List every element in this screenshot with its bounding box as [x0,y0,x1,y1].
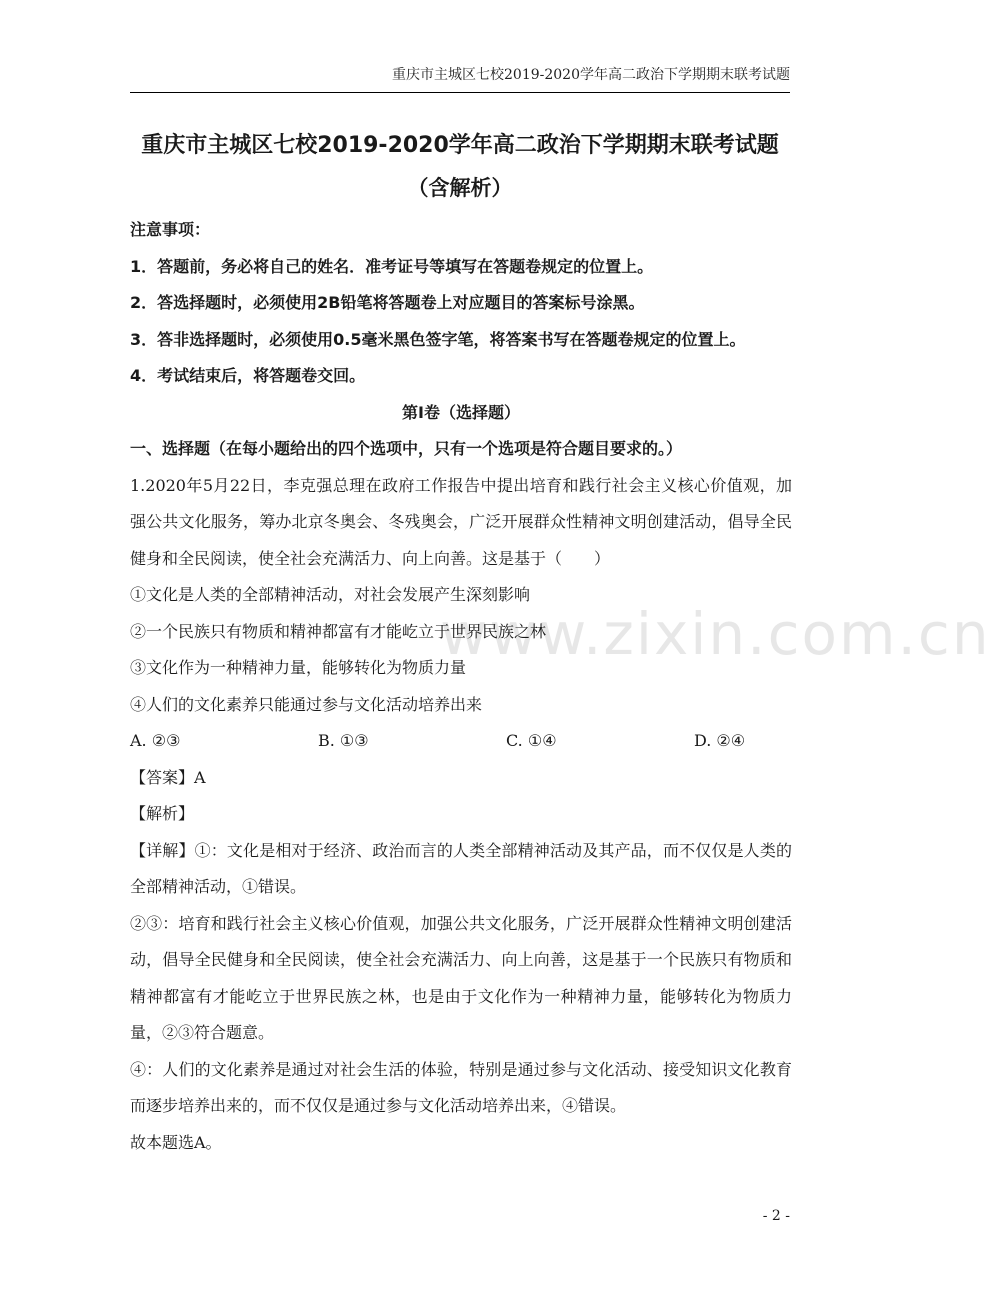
option-a: A. ②③ [130,731,181,750]
statement: ④人们的文化素养只能通过参与文化活动培养出来 [130,694,483,714]
explanation-paragraph: ④：人们的文化素养是通过对社会生活的体验，特别是通过参与文化活动、接受知识文化教育而逐步培养出来的，而不仅仅是通过参与文化活动培养出来，④错误。 [130,1059,792,1115]
analysis-label: 【解析】 [130,804,195,823]
header-rule [130,92,790,93]
answer-options [130,723,792,760]
running-header: 重庆市主城区七校2019-2020学年高二政治下学期期末联考试题 [392,67,790,83]
option-c: C. ①④ [506,731,557,750]
statement: ①文化是人类的全部精神活动，对社会发展产生深刻影响 [130,585,531,604]
notice-item: 3．答非选择题时，必须使用0.5毫米黑色签字笔，将答案书写在答题卷规定的位置上。 [130,329,746,349]
notice-item: 1．答题前，务必将自己的姓名．准考证号等填写在答题卷规定的位置上。 [130,256,654,276]
explanation-paragraph: ②③：培育和践行社会主义核心价值观，加强公共文化服务，广泛开展群众性精神文明创建活动，倡导全民健身和全民阅读，使全社会充满活力、向上向善，这是基于一个民族只有物质和精神都富有才能屹立于世界民族之林，也是由于文化作为一种精神力量，能够转化为物质力量，②③符合题意。 [130,913,792,1042]
watermark: www.zixin.com.cn [440,600,991,668]
question-stem: 1.2020年5月22日，李克强总理在政府工作报告中提出培育和践行社会主义核心价值观，加强公共文化服务，筹办北京冬奥会、冬残奥会，广泛开展群众性精神文明创建活动，倡导全民健身和全民阅读，使全社会充满活力、向上向善。这是基于（ ） [130,475,792,568]
statement: ②一个民族只有物质和精神都富有才能屹立于世界民族之林 [130,621,547,641]
statement: ③文化作为一种精神力量，能够转化为物质力量 [130,658,467,677]
page-subtitle: （含解析） [407,176,513,200]
page-title: 重庆市主城区七校2019-2020学年高二政治下学期期末联考试题 [141,133,779,158]
answer-line: 【答案】A [130,767,206,787]
option-d: D. ②④ [694,731,746,750]
page-number: - 2 - [762,1208,790,1224]
volume-heading: 第Ⅰ卷（选择题） [402,402,520,422]
notice-item: 4．考试结束后，将答题卷交回。 [130,366,366,385]
explanation-paragraph: 【详解】①：文化是相对于经济、政治而言的人类全部精神活动及其产品，而不仅仅是人类的全部精神活动，①错误。 [130,840,792,896]
explanation-paragraph: 故本题选A。 [130,1132,222,1152]
document-body [130,212,792,1161]
part-heading: 一、选择题（在每小题给出的四个选项中，只有一个选项是符合题目要求的。） [130,439,683,458]
option-b: B. ①③ [318,731,369,750]
notice-item: 2．答选择题时，必须使用2B铅笔将答题卷上对应题目的答案标号涂黑。 [130,293,645,312]
notice-heading: 注意事项： [130,220,211,239]
